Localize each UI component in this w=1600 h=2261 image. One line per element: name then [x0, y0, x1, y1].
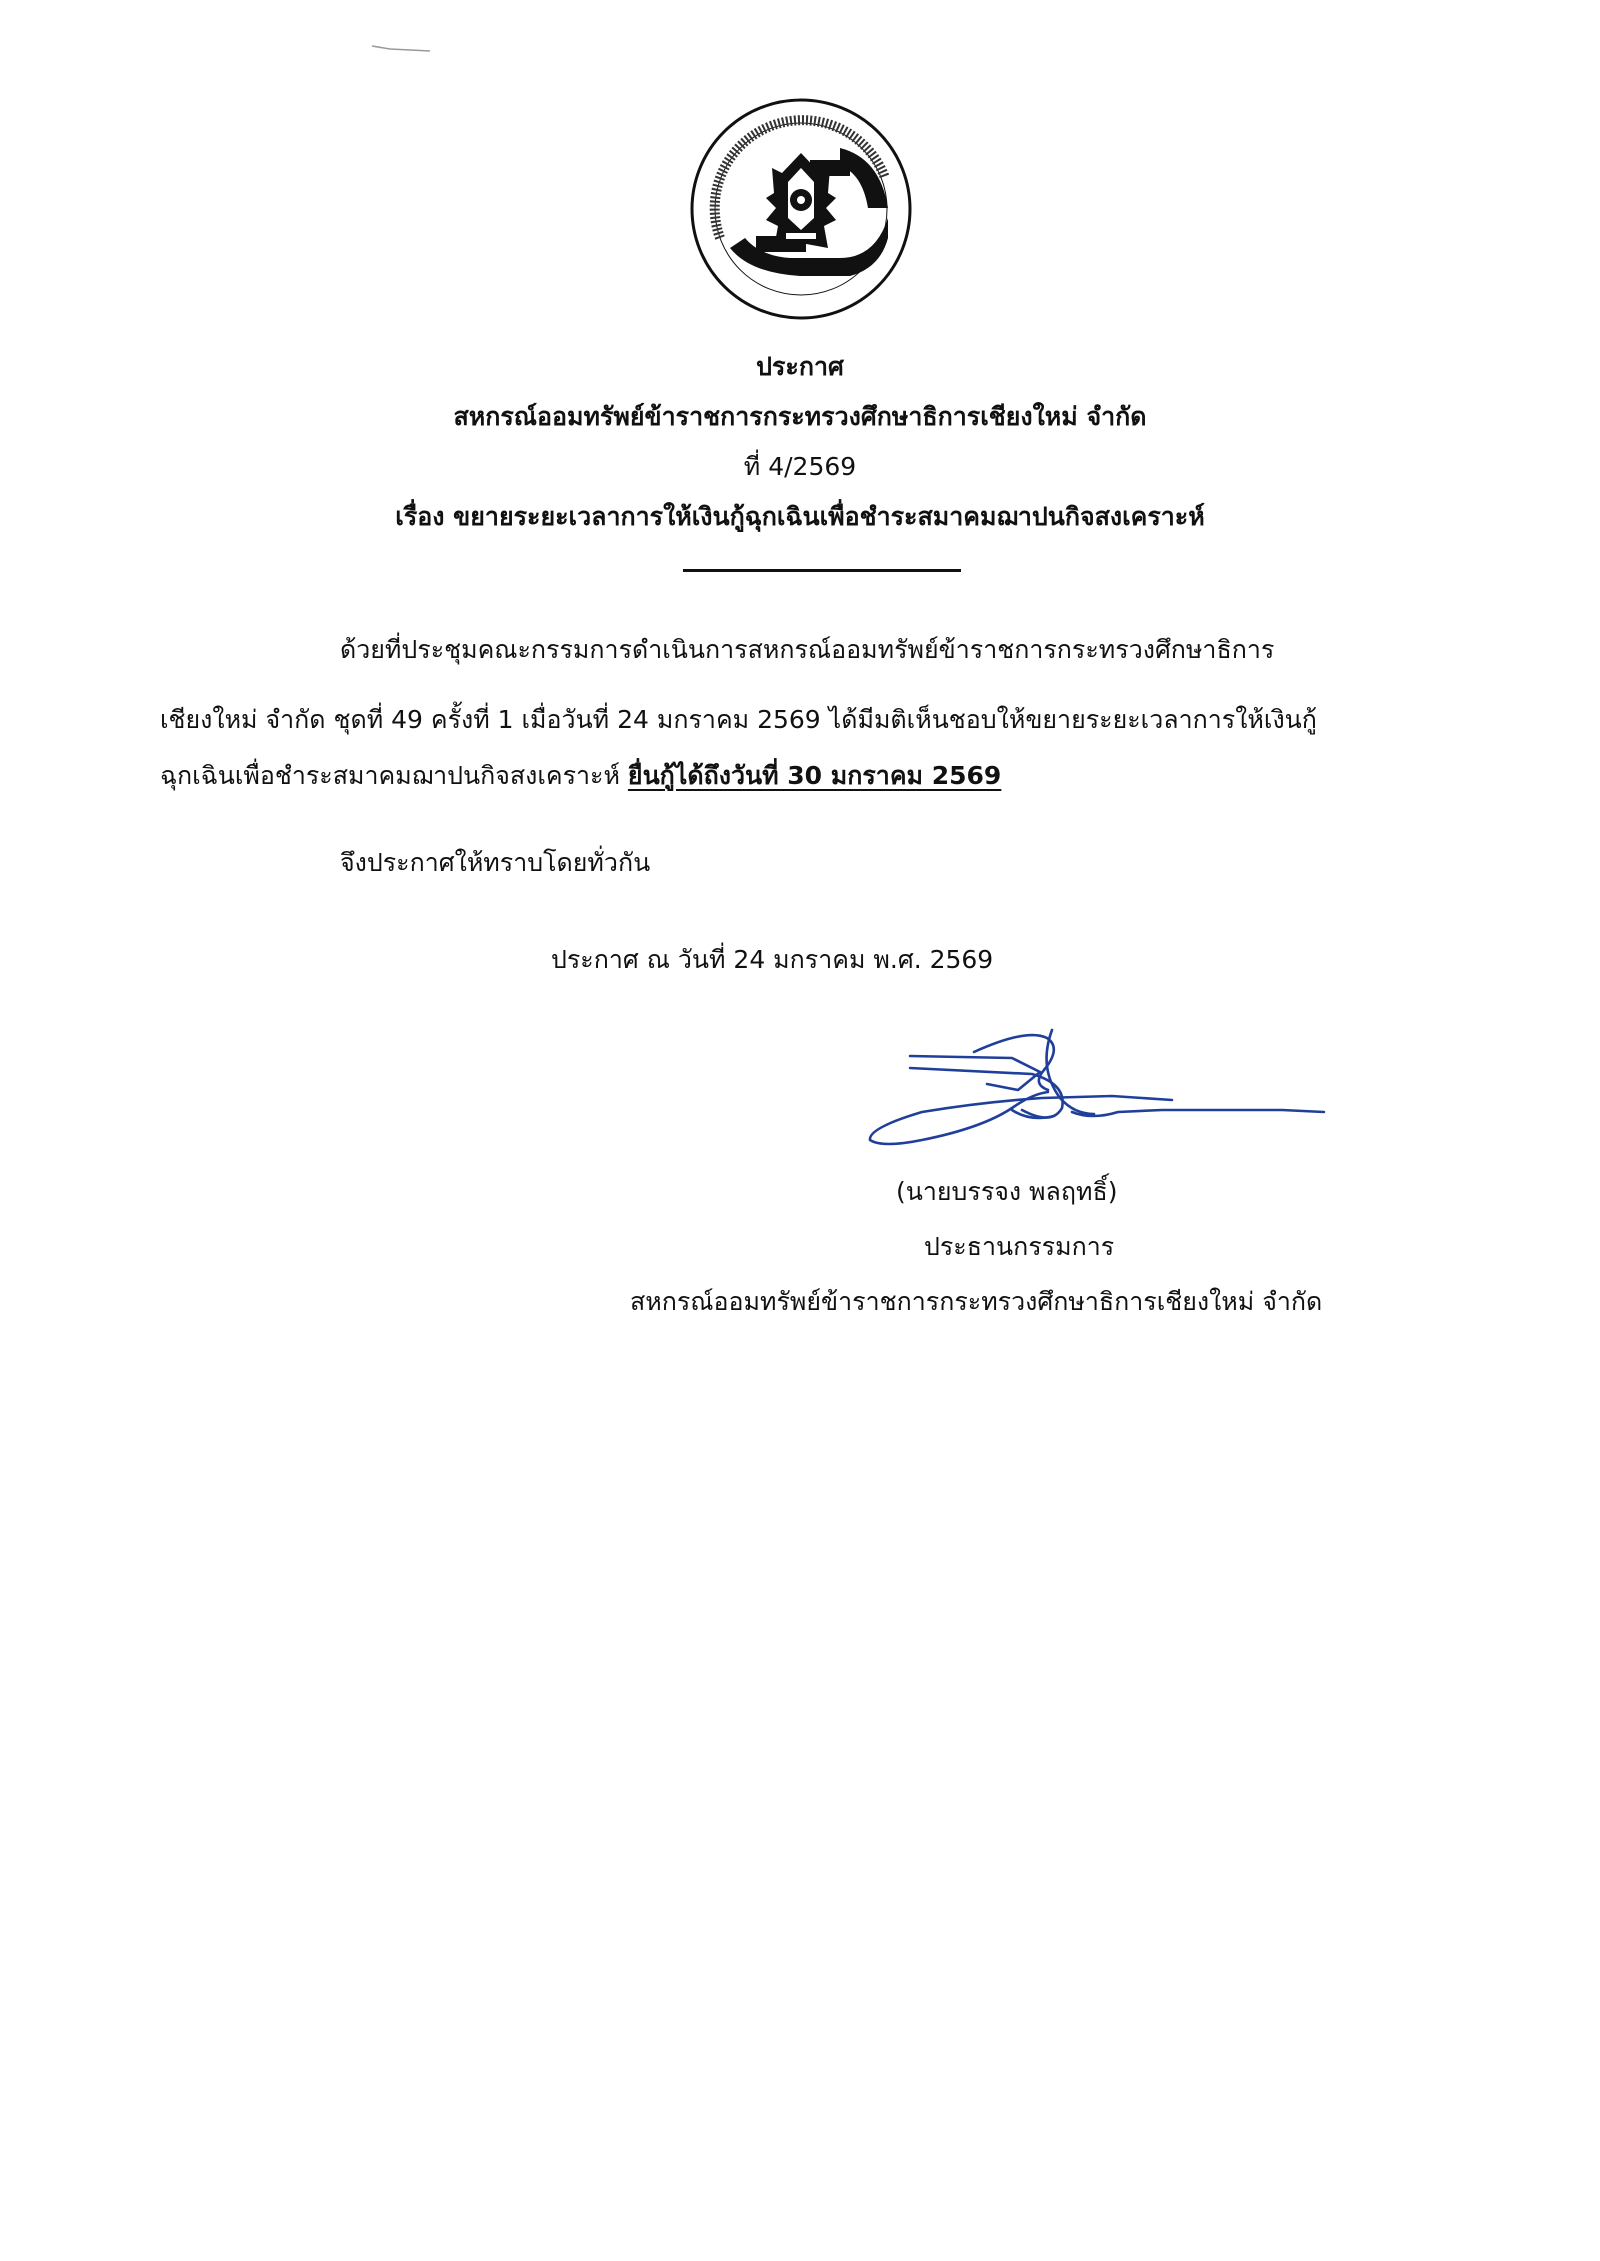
scan-artifact-mark — [370, 40, 432, 54]
cooperative-seal-logo — [690, 98, 912, 320]
announcement-date: ประกาศ ณ วันที่ 24 มกราคม พ.ศ. 2569 — [551, 945, 994, 974]
document-type: ประกาศ — [756, 352, 844, 381]
body-line-2: เชียงใหม่ จำกัด ชุดที่ 49 ครั้งที่ 1 เมื่อวันที่ 24 มกราคม 2569 ได้มีมติเห็นชอบให้ขยายระยะเวลาการให้เงินกู้ — [160, 705, 1317, 734]
organization-name: สหกรณ์ออมทรัพย์ข้าราชการกระทรวงศึกษาธิการเชียงใหม่ จำกัด — [453, 402, 1147, 431]
signatory-name: (นายบรรจง พลฤทธิ์) — [896, 1177, 1118, 1206]
body-line-3-text: ฉุกเฉินเพื่อชำระสมาคมฌาปนกิจสงเคราะห์ — [160, 761, 628, 790]
announcement-header — [0, 342, 1600, 542]
header-divider — [683, 569, 961, 572]
announcement-number: ที่ 4/2569 — [743, 452, 857, 481]
closing-statement: จึงประกาศให้ทราบโดยทั่วกัน — [340, 848, 651, 877]
signatory-organization: สหกรณ์ออมทรัพย์ข้าราชการกระทรวงศึกษาธิการเชียงใหม่ จำกัด — [630, 1287, 1323, 1316]
loan-deadline-emphasis: ยื่นกู้ได้ถึงวันที่ 30 มกราคม 2569 — [627, 761, 1002, 790]
announcement-subject: เรื่อง ขยายระยะเวลาการให้เงินกู้ฉุกเฉินเพื่อชำระสมาคมฌาปนกิจสงเคราะห์ — [395, 502, 1205, 531]
body-line-3 — [160, 756, 1001, 796]
signatory-position: ประธานกรรมการ — [924, 1232, 1115, 1261]
body-line-1: ด้วยที่ประชุมคณะกรรมการดำเนินการสหกรณ์ออมทรัพย์ข้าราชการกระทรวงศึกษาธิการ — [340, 635, 1275, 664]
chairman-signature — [862, 1028, 1328, 1152]
